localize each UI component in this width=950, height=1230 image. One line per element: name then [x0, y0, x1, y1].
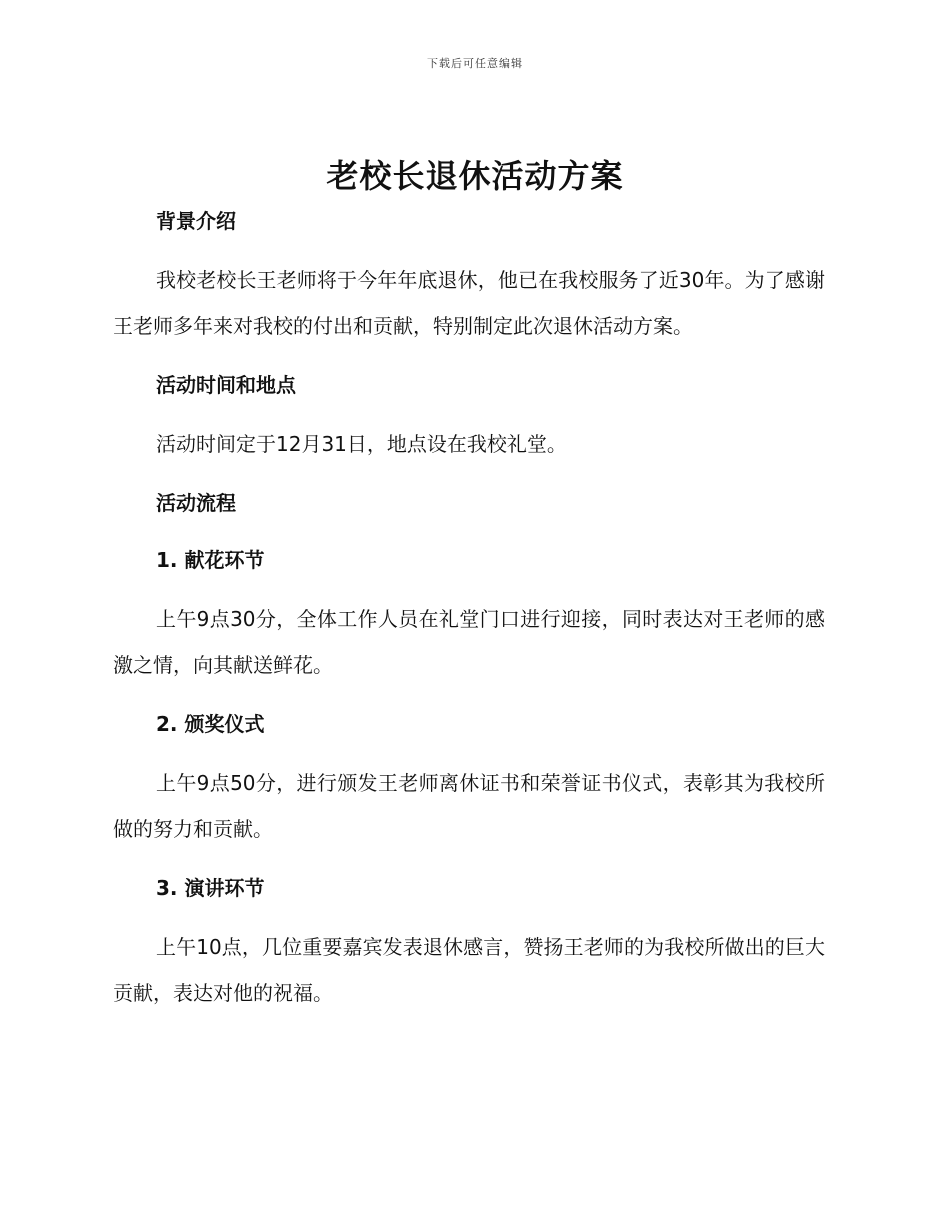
header-note: 下载后可任意编辑: [427, 57, 523, 70]
paragraph-speech: 上午10点，几位重要嘉宾发表退休感言，赞扬王老师的为我校所做出的巨大贡献，表达对他的祝福。: [113, 935, 825, 1005]
heading-speech: 3. 演讲环节: [156, 876, 265, 900]
heading-background: 背景介绍: [156, 209, 236, 233]
document-title: 老校长退休活动方案: [326, 157, 624, 195]
document-body: [113, 205, 825, 1016]
heading-award: 2. 颁奖仪式: [156, 712, 265, 736]
heading-time-place: 活动时间和地点: [156, 373, 296, 397]
paragraph-flowers: 上午9点30分，全体工作人员在礼堂门口进行迎接，同时表达对王老师的感激之情，向其献送鲜花。: [113, 607, 825, 677]
paragraph-time-place: 活动时间定于12月31日，地点设在我校礼堂。: [156, 432, 567, 456]
paragraph-background: 我校老校长王老师将于今年年底退休，他已在我校服务了近30年。为了感谢王老师多年来对我校的付出和贡献，特别制定此次退休活动方案。: [113, 268, 825, 338]
heading-flowers: 1. 献花环节: [156, 548, 265, 572]
paragraph-award: 上午9点50分，进行颁发王老师离休证书和荣誉证书仪式，表彰其为我校所做的努力和贡献。: [113, 771, 825, 841]
heading-process: 活动流程: [156, 491, 236, 515]
